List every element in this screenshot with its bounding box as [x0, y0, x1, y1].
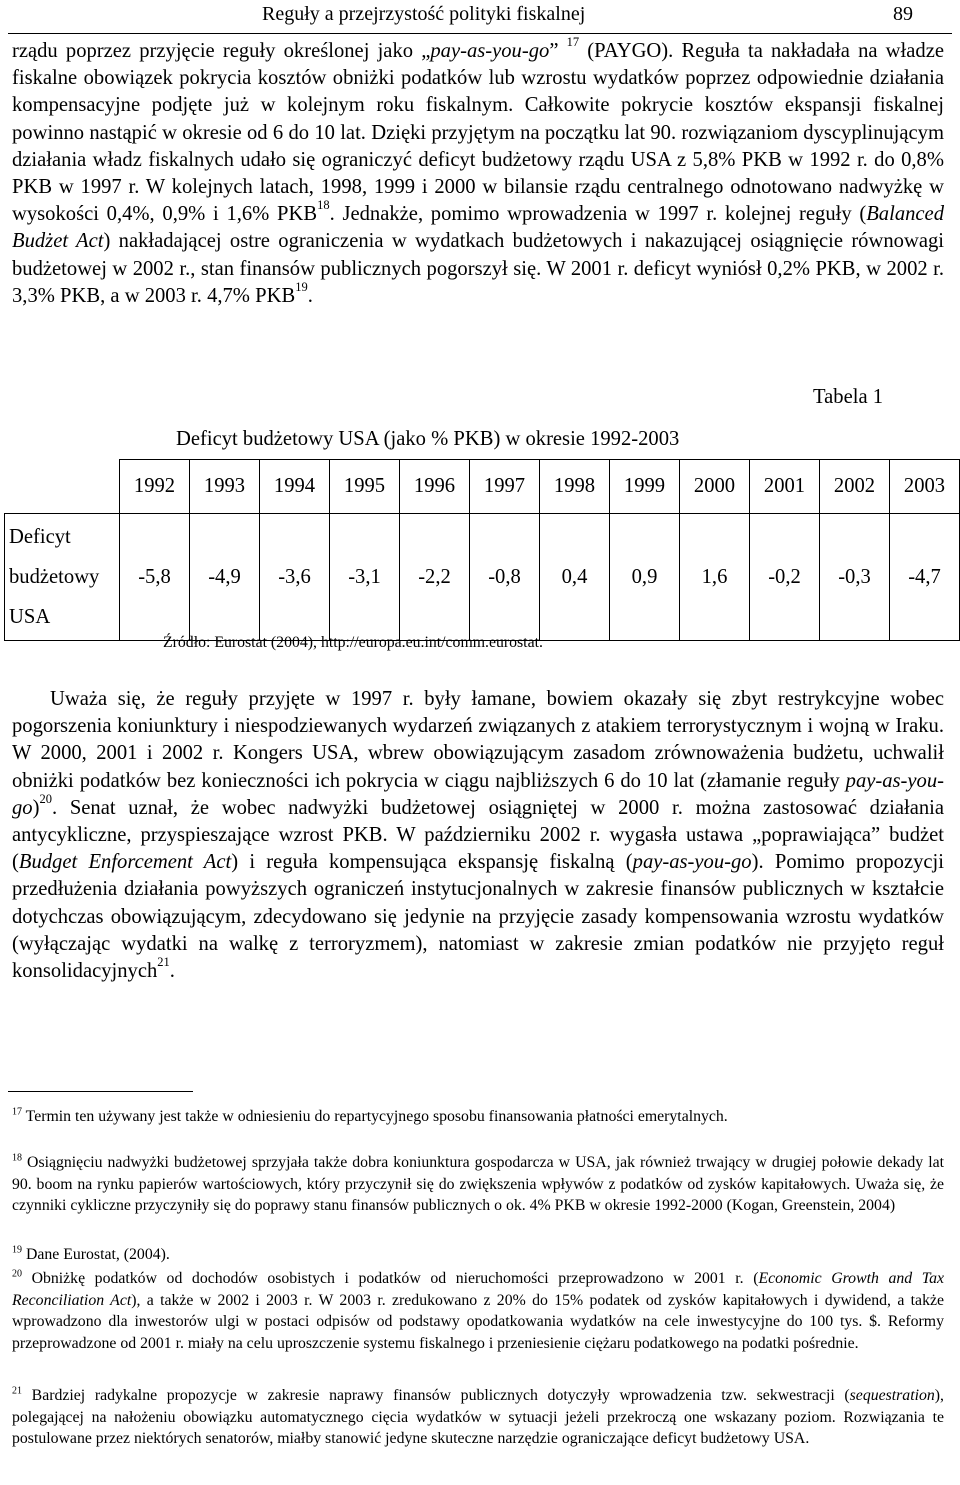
footnote-rule: [8, 1091, 193, 1092]
value-cell: 0,9: [610, 514, 680, 641]
footnote-20: $^{20}$ Obniżkę podatków od dochodów osobistych i podatków od nieruchomości przeprowadzono w 2001 r. (Economic Growth and Tax Reconciliation Act), a także w 2002 i 2003 r. W 2003 r. zredukowano z 20% do 15% podatek od zysków kapitałowych i dywidend, a także wprowadzono dla inwestorów ulgi w postaci odpisów od podstawy opodatkowania wydatków na cele inwestycyjne do 100 tys. $. Reformy przeprowadzone od 2001 r. miały na celu uproszczenie systemu fiskalnego i przeniesienie ciężaru podatkowego na podatki pośrednie.: [12, 1268, 944, 1352]
footnote-18: $^{18}$ Osiągnięciu nadwyżki budżetowej sprzyjała także dobra koniunktura gospodarcza w USA, jak również trwający w drugiej połowie dekady lat 90. boom na rynku papierów wartościowych, który przyczynił się do zwiększenia wpływów z podatków od zysków kapitałowych. Uważa się, że czynniki cykliczne przyczyniły się do poprawy stanu finansów publicznych o ok. 4% PKB w okresie 1992-2000 (Kogan, Greenstein, 2004): [12, 1152, 944, 1215]
footnote-ref-19[interactable]: 19: [295, 279, 308, 294]
table-label: Tabela 1: [813, 386, 884, 408]
value-cell: -5,8: [120, 514, 190, 641]
row-header-cell: Deficyt budżetowy USA: [5, 514, 120, 641]
value-cell: -0,8: [470, 514, 540, 641]
paragraph-2: Uważa się, że reguły przyjęte w 1997 r. były łamane, bowiem okazały się zbyt restrykcyjne wobec pogorszenia koniunktury i niespodziewanych wydarzeń związanych z atakiem terrorystycznym i wojną w Iraku. W 2000, 2001 i 2002 r. Kongers USA, wbrew obowiązującym zasadom zrównoważenia budżetu, uchwalił obniżki podatków bez konieczności ich pokrycia w ciągu najbliższych 6 do 10 lat (złamanie reguły pay-as-you-go)$^{20}$. Senat uznał, że wobec nadwyżki budżetowej osiągniętej w 2000 r. można zastosować działania antycykliczne, przyspieszające wzrost PKB. W październiku 2002 r. wygasła ustawa „poprawiająca” budżet (Budget Enforcement Act) i reguła kompensująca ekspansję fiskalną (pay-as-you-go). Pomimo propozycji przedłużenia działania powyższych ograniczeń instytucjonalnych w zakresie finansów publicznych w kształcie dotychczas obowiązującym, zdecydowano się jedynie na przyjęcie zasady kompensowania wzrostu wydatków (wyłączając wydatki na walkę z terroryzmem), natomiast w zakresie zmian podatków nie przyjęto reguł konsolidacyjnych$^{21}$.: [12, 688, 944, 983]
header-rule: [8, 33, 952, 34]
year-cell: 2002: [820, 460, 890, 514]
value-cell: 1,6: [680, 514, 750, 641]
year-cell: 2003: [890, 460, 960, 514]
value-cell: -4,7: [890, 514, 960, 641]
year-cell: 2000: [680, 460, 750, 514]
table-corner-cell: [5, 460, 120, 514]
footnote-ref-18[interactable]: 18: [317, 198, 330, 213]
header-title: Reguły a przejrzystość polityki fiskalnej: [262, 3, 586, 25]
table-title: Deficyt budżetowy USA (jako % PKB) w okresie 1992-2003: [176, 428, 680, 450]
value-cell: -3,6: [260, 514, 330, 641]
footnote-ref-17[interactable]: 17: [566, 35, 580, 50]
year-cell: 1997: [470, 460, 540, 514]
year-cell: 1994: [260, 460, 330, 514]
value-cell: -2,2: [400, 514, 470, 641]
paragraph-1: rządu poprzez przyjęcie reguły określonej jako „pay-as-you-go” $^{17}$ (PAYGO). Reguła ta nakładała na władze fiskalne obowiązek pokrycia kosztów obniżki podatków lub wzrostu wydatków poprzez odpowiednie działania kompensacyjne podjęte już w kolejnym roku fiskalnym. Całkowite pokrycie kosztów ekspansji fiskalnej powinno nastąpić w okresie od 6 do 10 lat. Dzięki przyjętym na początku lat 90. rozwiązaniom dyscyplinującym działania władz fiskalnych udało się ograniczyć deficyt budżetowy rządu USA z 5,8% PKB w 1992 r. do 0,8% PKB w 1997 r. W kolejnych latach, 1998, 1999 i 2000 w bilansie rządu centralnego odnotowano nadwyżkę w wysokości 0,4%, 0,9% i 1,6% PKB$^{18}$. Jednakże, pomimo wprowadzenia w 1997 r. kolejnej reguły (Balanced Budżet Act) nakładającej ostre ograniczenia w wydatkach budżetowych i nakazującej osiągnięcie równowagi budżetowej w 2002 r., stan finansów publicznych pogorszył się. W 2001 r. deficyt wyniósł 0,2% PKB, w 2002 r. 3,3% PKB, a w 2003 r. 4,7% PKB$^{19}$.: [12, 35, 944, 307]
running-header: [0, 0, 960, 38]
table-source: Źródło: Eurostat (2004), http://europa.eu.int/comm.eurostat.: [163, 634, 543, 651]
year-cell: 1995: [330, 460, 400, 514]
value-cell: -0,3: [820, 514, 890, 641]
value-cell: -3,1: [330, 514, 400, 641]
year-cell: 1992: [120, 460, 190, 514]
value-cell: -4,9: [190, 514, 260, 641]
year-cell: 1999: [610, 460, 680, 514]
year-cell: 1998: [540, 460, 610, 514]
footnote-19: $^{19}$ Dane Eurostat, (2004).: [12, 1244, 170, 1263]
table-row: [5, 514, 960, 641]
value-cell: -0,2: [750, 514, 820, 641]
footnote-21: $^{21}$ Bardziej radykalne propozycje w zakresie naprawy finansów publicznych dotyczyły wprowadzenia tzw. sekwestracji (sequestration), polegającej na nałożeniu obowiązku automatycznego cięcia wydatków w sytuacji jeżeli przekroczą one wskazany poziom. Rozwiązania te postulowane przez niektórych senatorów, miałby stanowić jedyne skuteczne narzędzie ograniczające deficyt budżetowy USA.: [12, 1385, 944, 1448]
footnote-ref-21[interactable]: 21: [157, 955, 170, 970]
footnote-17: $^{17}$ Termin ten używany jest także w odniesieniu do repartycyjnego sposobu finansowania płatności emerytalnych.: [12, 1106, 728, 1125]
year-cell: 1996: [400, 460, 470, 514]
value-cell: 0,4: [540, 514, 610, 641]
page-number: 89: [893, 3, 913, 25]
deficit-table: [4, 459, 960, 641]
table-header-row: [5, 460, 960, 514]
year-cell: 1993: [190, 460, 260, 514]
footnote-ref-20[interactable]: 20: [39, 791, 52, 806]
year-cell: 2001: [750, 460, 820, 514]
